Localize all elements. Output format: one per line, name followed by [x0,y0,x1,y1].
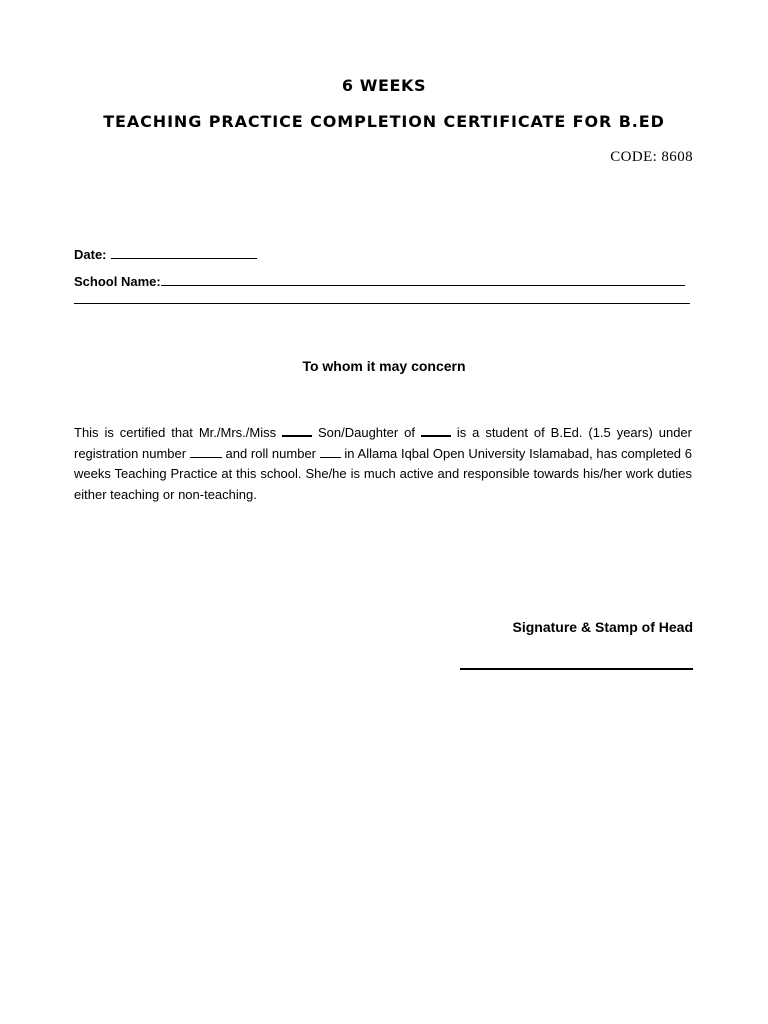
parent-name-blank [421,424,451,437]
body-part-1: This is certified that Mr./Mrs./Miss [74,425,277,440]
school-name-continuation-line [74,303,690,304]
body-part-3: is a student of B.Ed. (1.5 years) under registration number [74,425,692,461]
body-part-5: in Allama Iqbal Open University Islamabad, has completed 6 weeks Teaching Practice at this school. She/he is much active and responsible towards his/her work duties either teaching or non-teaching. [74,445,692,502]
body-part-2: Son/Daughter of [317,425,415,440]
date-label: Date: [74,247,107,262]
registration-number-blank [190,446,222,458]
body-part-4: and roll number [225,445,317,461]
roll-number-blank [320,446,341,458]
name-blank [282,424,312,437]
signature-label: Signature & Stamp of Head [512,619,693,635]
salutation: To whom it may concern [302,358,466,374]
date-field [74,246,257,262]
signature-line [460,668,693,670]
date-blank-line [111,246,257,259]
school-name-blank-line [161,273,685,286]
heading-duration: 6 WEEKS [341,76,427,95]
school-name-label: School Name: [74,274,161,289]
course-code: CODE: 8608 [610,149,693,165]
certificate-title: TEACHING PRACTICE COMPLETION CERTIFICATE FOR B.ED [103,112,665,131]
certificate-body [74,423,692,505]
school-name-field [74,273,685,289]
